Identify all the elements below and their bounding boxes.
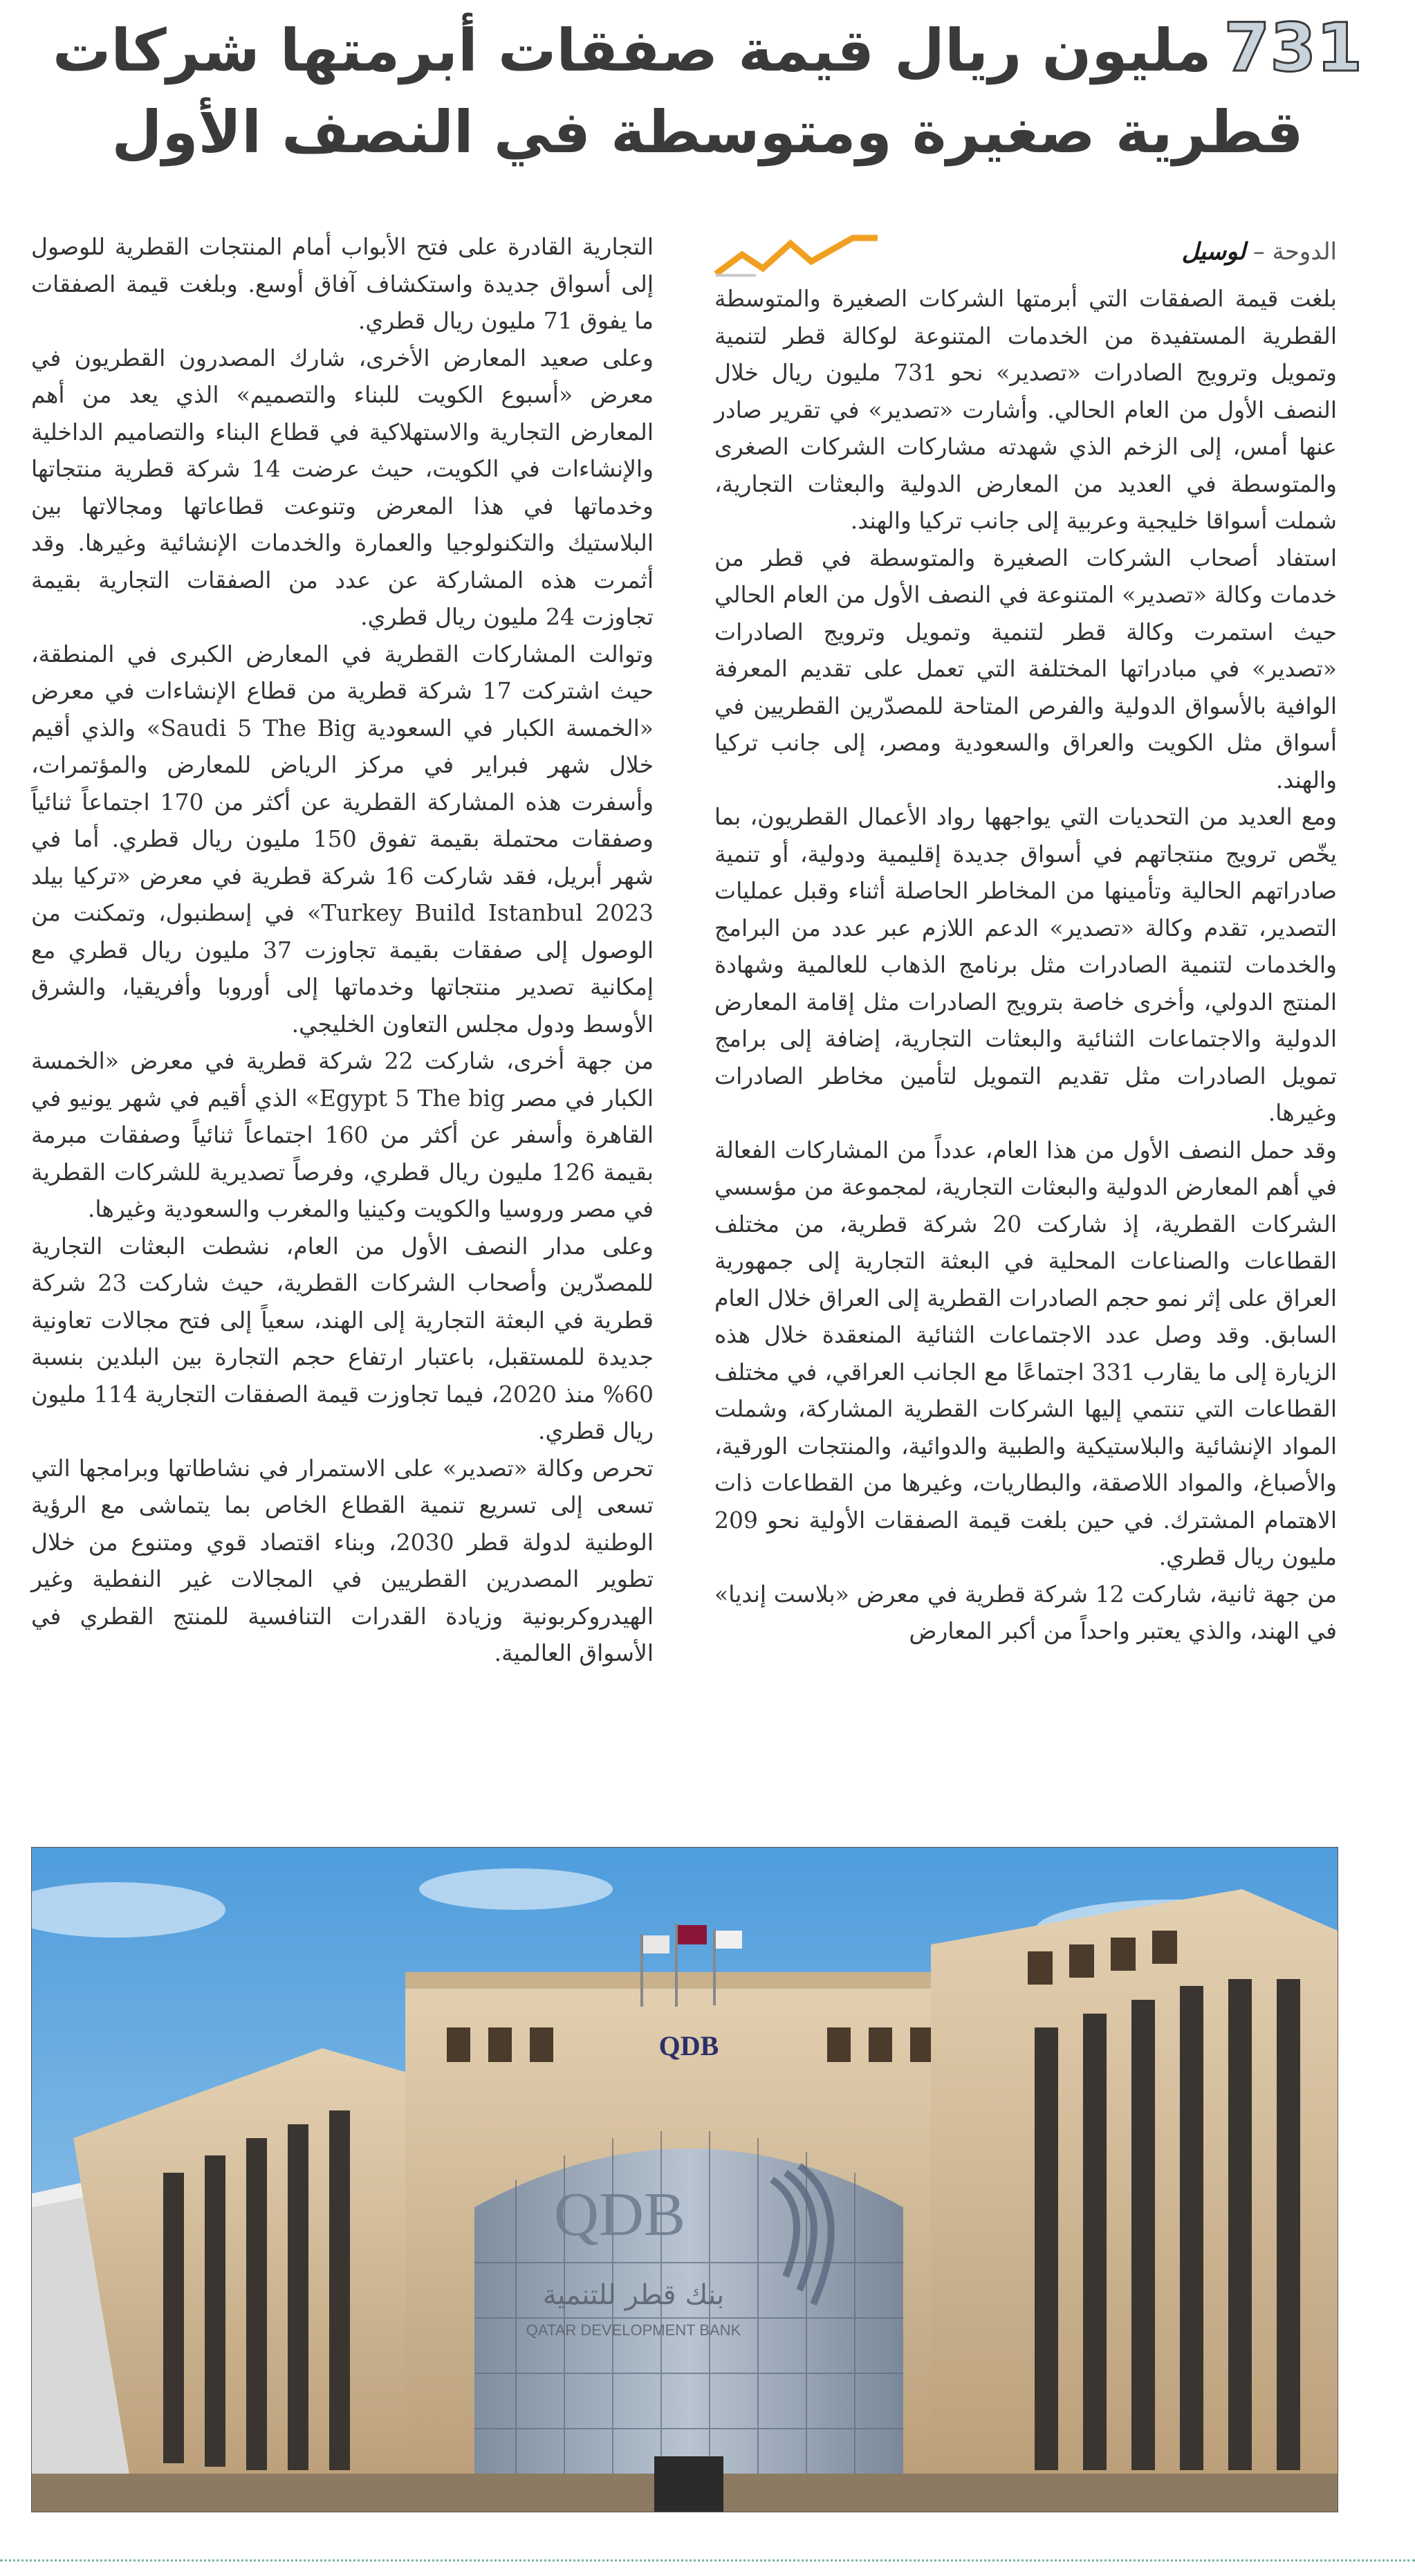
article-column-left <box>31 228 654 1672</box>
article-paragraph: من جهة أخرى، شاركت 22 شركة قطرية في معرض «الخمسة الكبار في مصر Egypt 5 The big» الذي أقيم في شهر يونيو في القاهرة وأسفر عن أكثر من 160 اجتماعاً ثنائياً وصفقات مبرمة بقيمة 126 مليون ريال قطري، وفرصاً تصديرية للشركات القطرية في مصر وروسيا والكويت وكينيا والمغرب والسعودية وغيرها. <box>31 1047 654 1222</box>
headline-line-1-text: مليون ريال قيمة صفقات أبرمتها شركات <box>52 17 1212 84</box>
zigzag-logo-icon <box>714 234 880 277</box>
article-paragraph: وتوالت المشاركات القطرية في المعارض الكبرى في المنطقة، حيث اشتركت 17 شركة قطرية من قطاع الإنشاءات في معرض «الخمسة الكبار في السعودية Saudi 5 The Big» والذي أقيم خلال شهر فبراير في مركز الرياض للمعارض والمؤتمرات، وأسفرت هذه المشاركة القطرية عن أكثر من 170 اجتماعاً ثنائياً وصفقات محتملة بقيمة تفوق 150 مليون ريال قطري. أما في شهر أبريل، فقد شاركت 16 شركة قطرية في معرض «تركيا بيلد Turkey Build Istanbul 2023» في إسطنبول، وتمكنت من الوصول إلى صفقات بقيمة تجاوزت 37 مليون ريال قطري مع إمكانية تصدير منتجاتها وخدماتها إلى أوروبا وأفريقيا، والشرق الأوسط ودول مجلس التعاون الخليجي. <box>31 640 654 1038</box>
article-paragraph: التجارية القادرة على فتح الأبواب أمام المنتجات القطرية للوصول إلى أسواق جديدة واستكشاف آفاق أوسع. وبلغت قيمة الصفقات ما يفوق 71 مليون ريال قطري. <box>31 233 654 334</box>
article-paragraph: وعلى صعيد المعارض الأخرى، شارك المصدرون القطريون في معرض «أسبوع الكويت للبناء والتصميم» الذي يعد من أهم المعارض التجارية والاستهلاكية في قطاع البناء والتصاميم الداخلية والإنشاءات في الكويت، حيث عرضت 14 شركة قطرية منتجاتها وخدماتها في هذا المعرض وتنوعت قطاعاتها ومجالاتها بين البلاستيك والتكنولوجيا والعمارة والخدمات الإنشائية وغيرها. وقد أثمرت هذه المشاركة عن عدد من الصفقات التجارية بقيمة تجاوزت 24 مليون ريال قطري. <box>31 344 654 630</box>
headline-line-1 <box>28 7 1387 91</box>
byline-source: لوسيل <box>1181 238 1246 266</box>
headline-number: 731 <box>1223 9 1362 86</box>
article-paragraph: وعلى مدار النصف الأول من العام، نشطت البعثات التجارية للمصدّرين وأصحاب الشركات القطرية، حيث شاركت 23 شركة قطرية في البعثة التجارية إلى الهند، سعياً إلى فتح مجالات تعاونية جديدة للمستقبل، باعتبار ارتفاع حجم التجارة بين البلدين بنسبة 60% منذ 2020، فيما تجاوزت قيمة الصفقات التجارية 114 مليون ريال قطري. <box>31 1232 654 1444</box>
byline-text <box>1182 238 1337 266</box>
article-paragraph: ومع العديد من التحديات التي يواجهها رواد الأعمال القطريون، بما يخّص ترويج منتجاتهم في أسواق جديدة إقليمية ودولية، أو تنمية صادراتهم الحالية وتأمينها من المخاطر الحاصلة أثناء وقبل عمليات التصدير، تقدم وكالة «تصدير» الدعم اللازم عبر عدد من البرامج والخدمات لتنمية الصادرات مثل برنامج الذهاب للعالمية وشهادة المنتج الدولي، وأخرى خاصة بترويج الصادرات مثل إقامة المعارض الدولية والاجتماعات الثنائية والبعثات التجارية، إضافة إلى برامج تمويل الصادرات مثل تقديم التمويل لتأمين مخاطر الصادرات وغيرها. <box>714 803 1337 1126</box>
article-column-right <box>714 280 1337 1650</box>
bottom-rule <box>0 2559 1415 2561</box>
building-illustration <box>32 1848 1338 2512</box>
facade-logo-text: QDB <box>553 2180 686 2249</box>
byline <box>714 234 1337 277</box>
building-sign-english: QATAR DEVELOPMENT BANK <box>526 2321 741 2339</box>
article-paragraph: استفاد أصحاب الشركات الصغيرة والمتوسطة في قطر من خدمات وكالة «تصدير» المتنوعة في النصف الأول من العام الحالي حيث استمرت وكالة قطر لتنمية وتمويل وترويج الصادرات «تصدير» في مبادراتها المختلفة التي تعمل على تقديم المعرفة الوافية بالأسواق الدولية والفرص المتاحة للمصدّرين القطريين في أسواق مثل الكويت والعراق والسعودية ومصر، إلى جانب تركيا والهند. <box>714 544 1337 793</box>
byline-city: الدوحة – <box>1252 238 1337 266</box>
article-paragraph: وقد حمل النصف الأول من هذا العام، عدداً من المشاركات الفعالة في أهم المعارض الدولية والبعثات التجارية، لمجموعة من مؤسسي الشركات القطرية، إذ شاركت 20 شركة قطرية، من مختلف القطاعات والصناعات المحلية في البعثة التجارية إلى جمهورية العراق على إثر نمو حجم الصادرات القطرية إلى العراق خلال العام السابق. وقد وصل عدد الاجتماعات الثنائية المنعقدة خلال هذه الزيارة إلى ما يقارب 331 اجتماعًا مع الجانب العراقي، في مختلف القطاعات التي تنتمي إليها الشركات القطرية المشاركة، وشملت المواد الإنشائية والبلاستيكية والطبية والدوائية، والمنتجات الورقية، والأصباغ، والمواد اللاصقة، والبطاريات، وغيرها من القطاعات ذات الاهتمام المشترك. في حين بلغت قيمة الصفقات الأولية نحو 209 مليون ريال قطري. <box>714 1136 1337 1570</box>
building-sign-latin: QDB <box>658 2030 719 2061</box>
article-paragraph: تحرص وكالة «تصدير» على الاستمرار في نشاطاتها وبرامجها التي تسعى إلى تسريع تنمية القطاع الخاص بما يتماشى مع الرؤية الوطنية لدولة قطر 2030، وبناء اقتصاد قوي ومتنوع من خلال تطوير المصدرين القطريين في المجالات غير النفطية وغير الهيدروكربونية وزيادة القدرات التنافسية للمنتج القطري في الأسواق العالمية. <box>31 1454 654 1666</box>
article-paragraph: من جهة ثانية، شاركت 12 شركة قطرية في معرض «بلاست إنديا» في الهند، والذي يعتبر واحداً من أكبر المعارض <box>714 1580 1337 1644</box>
article-photo-qdb-building <box>31 1847 1338 2512</box>
building-sign-arabic: بنك قطر للتنمية <box>542 2279 725 2311</box>
article-paragraph: بلغت قيمة الصفقات التي أبرمتها الشركات الصغيرة والمتوسطة القطرية المستفيدة من الخدمات المتنوعة لوكالة قطر لتنمية وتمويل وترويج الصادرات «تصدير» نحو 731 مليون ريال خلال النصف الأول من العام الحالي. وأشارت «تصدير» في تقرير صادر عنها أمس، إلى الزخم الذي شهدته مشاركات الشركات الصغرى والمتوسطة في العديد من المعارض الدولية والبعثات التجارية، شملت أسواقا خليجية وعربية إلى جانب تركيا والهند. <box>714 285 1337 534</box>
headline <box>28 7 1387 194</box>
headline-line-2: قطرية صغيرة ومتوسطة في النصف الأول <box>111 98 1304 166</box>
